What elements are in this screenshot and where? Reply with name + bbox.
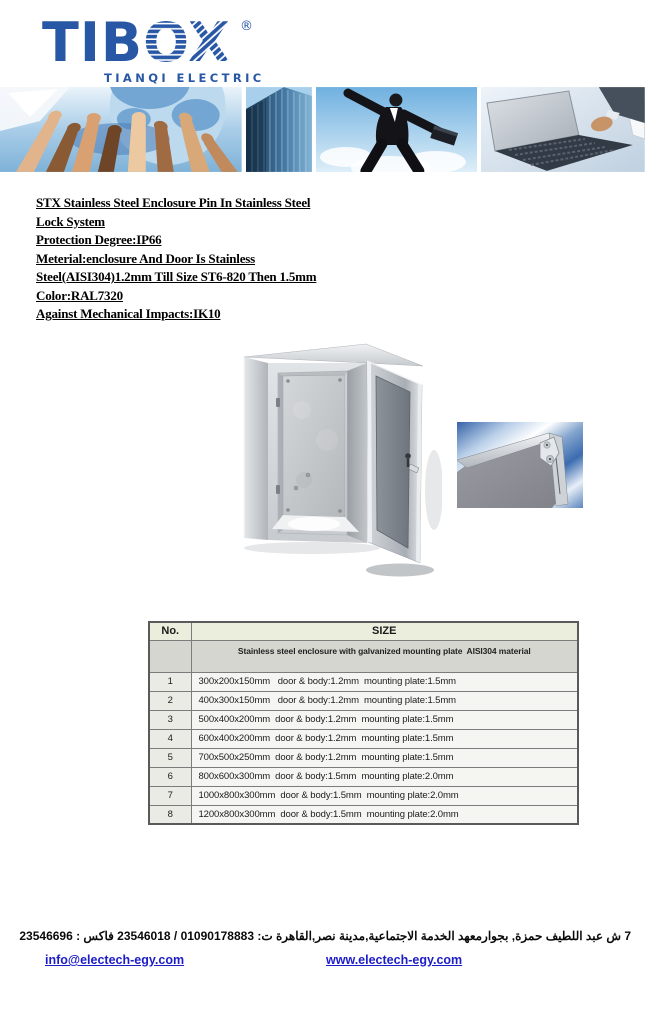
mounting-detail-image [457, 422, 583, 513]
table-row [149, 729, 578, 748]
spec-line: Steel(AISI304)1.2mm Till Size ST6-820 Then 1.5mm [36, 269, 317, 284]
table-row [149, 786, 578, 805]
spec-line: Color:RAL7320 [36, 287, 123, 303]
brand-text: TIBOX [42, 14, 231, 74]
door-hinge [276, 398, 280, 407]
row-no: 3 [149, 710, 191, 729]
table-subheader-row [149, 640, 578, 672]
door-hinge [276, 485, 280, 494]
row-no: 8 [149, 805, 191, 824]
banner-photo-strip [0, 87, 645, 172]
row-size: 1200x800x300mm door & body:1.5mm mounting plate:2.0mm [191, 805, 578, 824]
row-no: 5 [149, 748, 191, 767]
row-no: 4 [149, 729, 191, 748]
email-link[interactable]: info@electech-egy.com [45, 953, 185, 967]
subheader-empty-cell [149, 640, 191, 672]
spec-line: Against Mechanical Impacts:IK10 [36, 306, 221, 321]
table-row [149, 748, 578, 767]
tibox-logo [42, 14, 282, 92]
row-size: 700x500x250mm door & body:1.2mm mounting plate:1.5mm [191, 748, 578, 767]
row-size: 600x400x200mm door & body:1.2mm mounting plate:1.5mm [191, 729, 578, 748]
banner-photo-businessman [316, 87, 478, 172]
row-no: 7 [149, 786, 191, 805]
footer-address: 7 ش عبد اللطيف حمزة, بجوارمعهد الخدمة الاجتماعية,مدينة نصر,القاهرة ت: 01090178883 / 23546018 فاكس : 23546696 [19, 929, 631, 943]
enclosure-door [367, 361, 422, 563]
banner-photo-hands-globe [0, 87, 242, 172]
row-no: 2 [149, 691, 191, 710]
row-size: 300x200x150mm door & body:1.2mm mounting plate:1.5mm [191, 672, 578, 691]
table-row [149, 805, 578, 824]
size-table [148, 621, 579, 825]
table-row [149, 691, 578, 710]
spec-line: STX Stainless Steel Enclosure Pin In Stainless Steel [36, 195, 311, 210]
table-row [149, 710, 578, 729]
row-size: 1000x800x300mm door & body:1.5mm mounting plate:2.0mm [191, 786, 578, 805]
tibox-logo-image [42, 14, 282, 92]
col-header-size: SIZE [191, 622, 578, 640]
row-no: 1 [149, 672, 191, 691]
row-size: 800x600x300mm door & body:1.5mm mounting plate:2.0mm [191, 767, 578, 786]
table-subheader: Stainless steel enclosure with galvanized mounting plate AISI304 material [191, 640, 578, 672]
registered-mark: ® [240, 19, 253, 34]
website-link[interactable]: www.electech-egy.com [326, 953, 463, 967]
spec-line: Meterial:enclosure And Door Is Stainless [36, 250, 256, 266]
banner-photo-laptop [481, 87, 645, 172]
product-spec-text [36, 194, 466, 324]
brand-subtitle: TIANQI ELECTRIC [104, 71, 265, 85]
table-header-row [149, 622, 578, 640]
spec-line: Lock System [36, 213, 105, 229]
table-row [149, 767, 578, 786]
row-size: 400x300x150mm door & body:1.2mm mounting plate:1.5mm [191, 691, 578, 710]
enclosure-product-image [242, 340, 442, 585]
spec-line: Protection Degree:IP66 [36, 232, 162, 247]
banner-photo-skyscraper [246, 87, 312, 172]
row-size: 500x400x200mm door & body:1.2mm mounting plate:1.5mm [191, 710, 578, 729]
col-header-no: No. [149, 622, 191, 640]
row-no: 6 [149, 767, 191, 786]
table-row [149, 672, 578, 691]
